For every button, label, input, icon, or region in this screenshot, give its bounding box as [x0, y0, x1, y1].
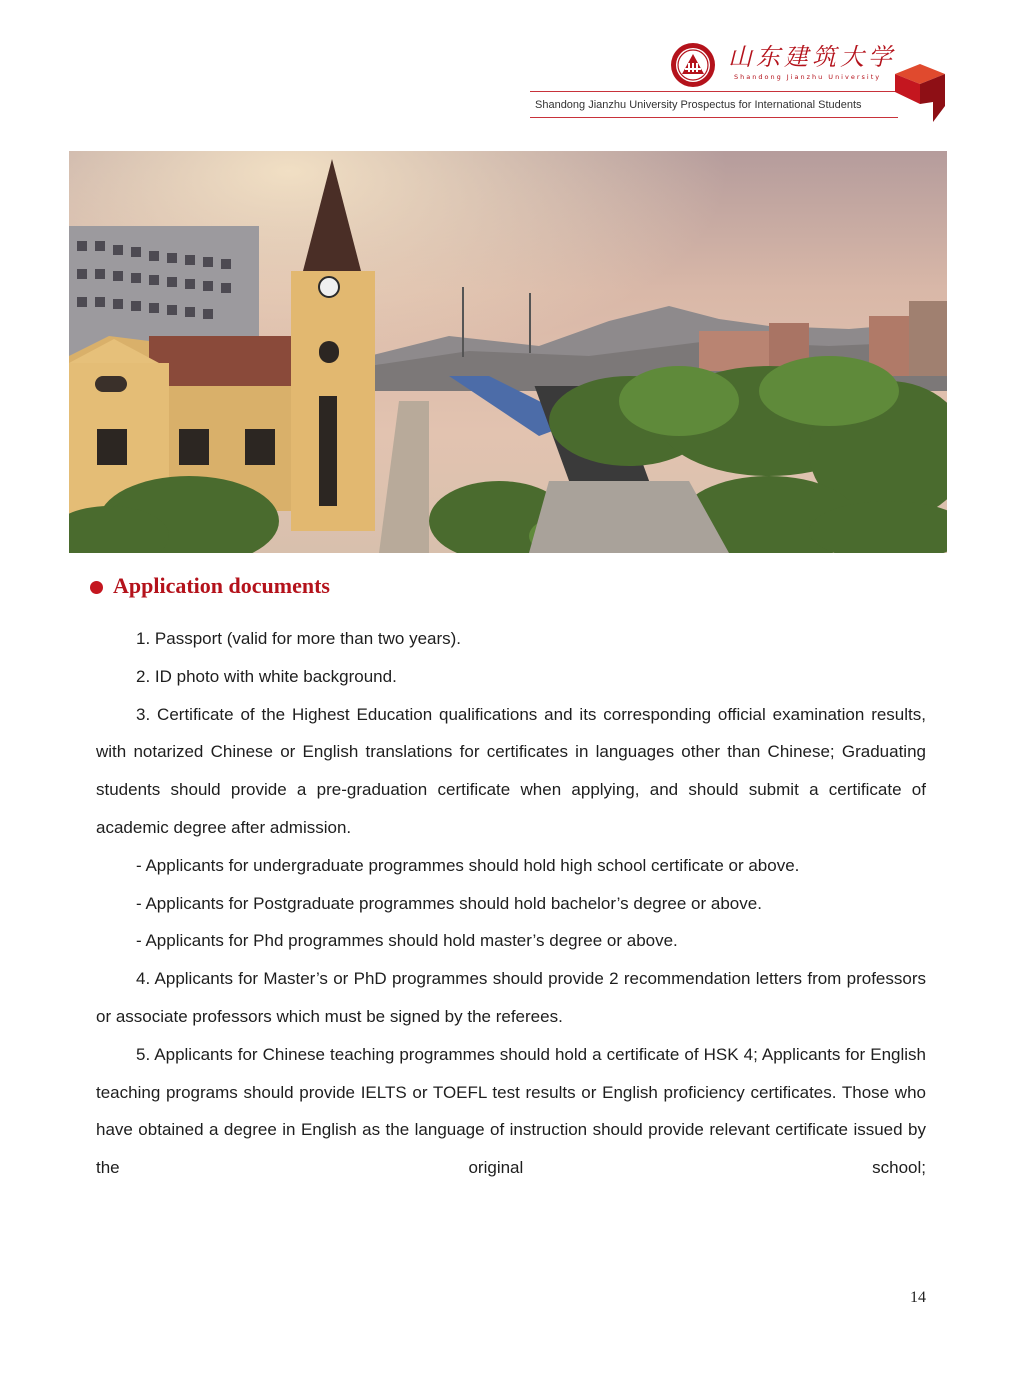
logo-english-name: Shandong Jianzhu University [734, 73, 882, 81]
university-seal-icon [670, 42, 716, 88]
header-divider-bottom [530, 117, 898, 118]
section-bullet-icon [90, 581, 103, 594]
red-cube-icon [893, 62, 947, 124]
list-item: 1. Passport (valid for more than two years). [136, 629, 462, 648]
list-item: 2. ID photo with white background. [136, 666, 397, 686]
list-item: - Applicants for Postgraduate programmes should hold bachelor’s degree or above. [136, 893, 762, 913]
header-subtitle: Shandong Jianzhu University Prospectus for International Students [535, 99, 862, 111]
page-number: 14 [910, 1289, 926, 1306]
list-item: 5. Applicants for Chinese teaching programmes should hold a certificate of HSK 4; Applicants for English teaching programs should provide IELTS or TOEFL test results or English proficiency certificates. Those who have obtained a degree in English as the language of instruction should provide relevant certificate issued by the original school; [96, 1044, 926, 1178]
list-item: 3. Certificate of the Highest Education qualifications and its corresponding official examination results, with notarized Chinese or English translations for certificates in languages other than Chinese; Graduating students should provide a pre-graduation certificate when applying, and should submit a certificate of academic degree after admission. [96, 704, 926, 837]
list-item: - Applicants for undergraduate programmes should hold high school certificate or above. [136, 855, 800, 875]
application-documents-body [96, 620, 926, 1187]
section-title: Application documents [113, 573, 330, 598]
list-item: 4. Applicants for Master’s or PhD programmes should provide 2 recommendation letters from professors or associate professors which must be signed by the referees. [96, 969, 926, 1026]
header-divider-top [530, 91, 898, 92]
campus-photo [69, 151, 947, 553]
logo-chinese-name: 山东建筑大学 [728, 43, 896, 71]
list-item: - Applicants for Phd programmes should hold master’s degree or above. [136, 931, 678, 951]
